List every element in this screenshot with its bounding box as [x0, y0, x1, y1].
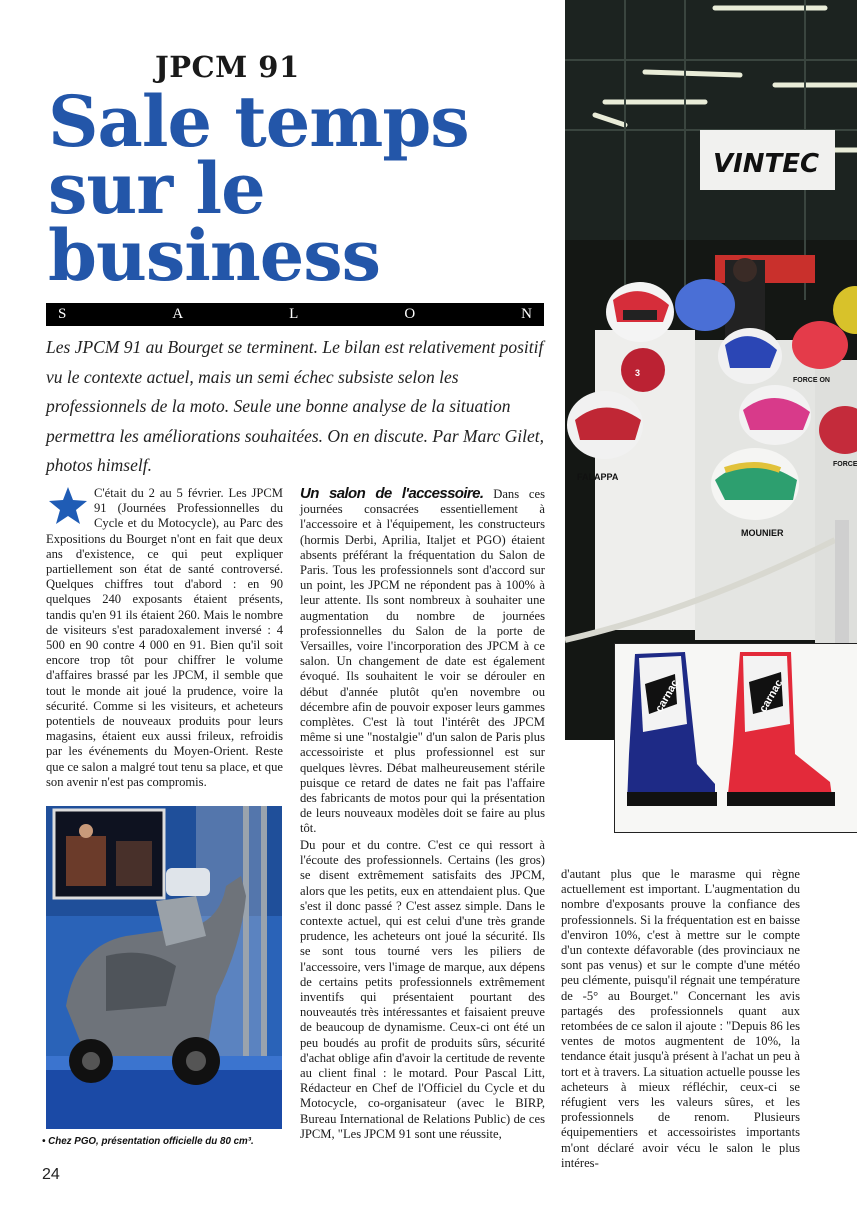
sign-mounier: MOUNIER: [741, 528, 784, 538]
headline-line-1: Sale temps: [48, 80, 469, 163]
headline: [48, 80, 548, 297]
boot-brand-right: carnac: [757, 677, 786, 715]
column-2-text: Dans ces journées consacrées essentiellement à l'accessoire et à l'équipement, les constructeurs (hormis Derbi, Aprilia, Italjet et PGO) étaient absents préférant la fréquentation du Salon de Paris. Tous les professionnels sont d'accord sur un point, les JPCM ne répondent pas à 100% à leur attente. Ils sont nombreux à souhaiter une augmentation du nombre de journées professionnelles du Salon de la porte de Versailles, voire l'incorporation des JPCM à ce salon. Un changement de date est également évoqué. Ils souhaitent le voir se dérouler en début d'année plutôt qu'en novembre ou décembre afin de pouvoir exposer leurs gammes complètes. C'est là tout l'intérêt des JPCM même si une "nostalgie" d'un salon de Paris plus accessoiriste et plus professionnel est sur quelques lèvres. Débat malheureusement stérile puisque ce retard de dates ne fait pas l'affaire des fabricants de motos pour qui la présentation de leurs nouveaux modèles doit se faire au plus tôt.: [300, 487, 545, 836]
boot-brand-left: carnac: [653, 677, 682, 715]
sign-brand: VINTEC: [713, 149, 820, 179]
article-column-3: d'autant plus que le marasme qui règne actuellement est important. L'augmentation du nombre d'exposants prouve la confiance des professionnels. Si la fréquentation est en baisse d'environ 10%, c'est à mettre sur le compte d'un contexte défavorable (des provinciaux ne sont pas venus) et sur le compte d'une météo peu clémente, puisqu'il régnait une température de -5° au Bourget." Concernant les avis partagés des professionnels quant aux retombées de ce salon il ajoute : "Depuis 86 les ventes de motos augmentent de 10%, la tendance était jusqu'à présent à l'achat un peu à tort et à travers. La situation actuelle pousse les acheteurs à mieux réfléchir, ceux-ci se réfugient vers les valeurs sûres, et les professionnels de renom. Plusieurs équipementiers et accessoiristes importants m'ont déclaré avoir vécu le salon le plus intéres-: [561, 867, 800, 1170]
section-letter: A: [172, 306, 184, 322]
section-letter: S: [58, 306, 67, 322]
article-column-2-continued: Du pour et du contre. C'est ce qui ressort à l'écoute des professionnels. Certains (les gros) se disent extrêmement satisfaits des JPCM, alors que les petits, eux en attendaient plus. Que s'est il donc passé ? C'est assez simple. Dans le contexte actuel, qui est celui d'une très grande prudence, les acheteurs ont joué la sécurité. Ils se sont tous tourné vers les piliers de l'accessoire, vers l'image de marque, aux dépens de certains petits professionnels extrêmement inventifs qui présentaient pourtant des nouveautés très intéressantes et faisaient preuve de beaucoup de dynamisme. Ceux-ci ont été un peu boudés au profit de produits sûrs, sécurité d'achat oblige afin d'avoir la certitude de revente au client final : le motard. Pour Pascal Litt, Rédacteur en Chef de l'Officiel du Cycle et du Motocycle, co-organisateur (avec le BIRP, Bureau International de Relations Public) de ces JPCM, "Les JPCM 91 sont une réussite,: [300, 838, 545, 1141]
sign-force-on: FORCE ON: [793, 377, 830, 384]
article-column-1: [46, 486, 283, 790]
section-letter: O: [404, 306, 416, 322]
headline-line-3: business: [48, 214, 381, 297]
photo-caption: • Chez PGO, présentation officielle du 80 cm³.: [42, 1136, 254, 1147]
section-letter: L: [289, 306, 299, 322]
scooter-photo: [46, 806, 282, 1129]
article-column-2: [300, 486, 545, 837]
svg-text:3: 3: [635, 368, 641, 378]
section-bar: [46, 303, 544, 326]
column-1-text: C'était du 2 au 5 février. Les JPCM 91 (Journées Professionnelles du Cycle et du Motocycle), au Parc des Expositions du Bourget n'ont en fait que deux ans d'existence, ce qui peut expliquer partiellement son état de santé controversé. Quelques chiffres tout d'abord : en 90 quelques 240 exposants étaient présents, tandis qu'en 91 ils étaient 260. Mais le nombre de visiteurs s'est paradoxalement inversé : 4 500 en 90 contre 4 000 en 91. Bien qu'il soit encore trop tôt pour chiffrer le volume d'affaires brassé par les JPCM, il semble que tout le monde ait joué la prudence, voire la sécurité. Comme si les visiteurs, et acheteurs potentiels de nouveaux produits pour leurs magasins, étaient eux aussi frileux, refroidis par les événements du Moyen-Orient. Reste que ce salon a malgré tout tenu sa place, et que son avenir n'est pas compromis.: [46, 486, 283, 789]
subheading: Un salon de l'accessoire.: [300, 485, 484, 502]
sign-force: FORCE: [833, 461, 857, 468]
page-number: 24: [42, 1166, 60, 1183]
star-icon: [48, 486, 88, 526]
section-letter: N: [521, 306, 532, 322]
boots-photo: [614, 643, 857, 833]
lead-paragraph: Les JPCM 91 au Bourget se terminent. Le bilan est relativement positif vu le contexte actuel, mais un semi échec subsiste selon les professionnels de la moto. Seule une bonne analyse de la situation permettra les améliorations souhaitées. On en discute. Par Marc Gilet, photos himself.: [46, 337, 545, 475]
headline-line-2: sur le: [48, 147, 265, 230]
helmet-stand-photo: [565, 0, 857, 740]
rubric: JPCM 91: [155, 50, 300, 84]
sign-falappa: FALAPPA: [577, 472, 619, 482]
